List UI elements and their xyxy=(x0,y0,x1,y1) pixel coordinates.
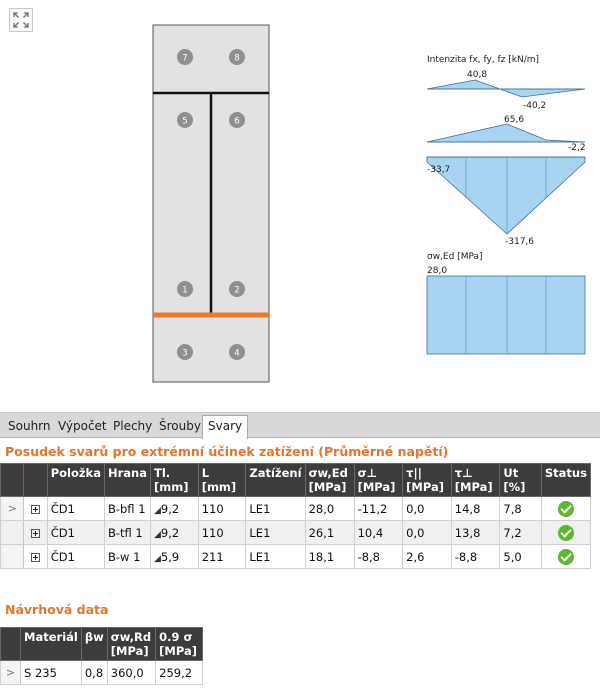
col-header-status[interactable]: Status xyxy=(541,464,590,497)
col-header-tl[interactable]: Tl. [mm] xyxy=(150,464,198,497)
cell-tl: ◢9,2 xyxy=(150,497,198,521)
stress-diagram xyxy=(427,276,585,354)
svg-text:3: 3 xyxy=(182,348,188,359)
tab-bar xyxy=(0,412,600,438)
svg-text:8: 8 xyxy=(234,53,240,64)
cell-sigma-perp: -8,8 xyxy=(354,545,403,569)
fy-diagram xyxy=(427,124,585,142)
cell-status xyxy=(541,497,590,521)
col-header-sigma-w[interactable]: σw,Ed [MPa] xyxy=(305,464,354,497)
col-header-ut[interactable]: Ut [%] xyxy=(500,464,541,497)
cell-tau-perp: 14,8 xyxy=(451,497,500,521)
design-data-table xyxy=(0,627,203,685)
tab-srouby[interactable]: Šrouby xyxy=(159,419,201,433)
cell-tau-perp: -8,8 xyxy=(451,545,500,569)
col-header-sigma-rd[interactable]: σw,Rd [MPa] xyxy=(107,628,155,661)
row-expand-button[interactable] xyxy=(24,497,47,521)
fy-max-label: 65,6 xyxy=(504,115,525,125)
cell-sigma-w: 28,0 xyxy=(305,497,354,521)
row-expand-button[interactable] xyxy=(24,545,47,569)
cell-polozka: ČD1 xyxy=(47,545,104,569)
col-selector-header xyxy=(1,628,21,661)
cell-zatizeni: LE1 xyxy=(246,497,305,521)
bolt[interactable] xyxy=(229,281,245,297)
cell-sigma-w: 26,1 xyxy=(305,521,354,545)
fx-max-label: 40,8 xyxy=(467,70,488,80)
table-row[interactable] xyxy=(1,661,203,685)
cell-tl: ◢9,2 xyxy=(150,521,198,545)
cell-sigma-w: 18,1 xyxy=(305,545,354,569)
bolt[interactable] xyxy=(229,49,245,65)
cell-sigma-09: 259,2 xyxy=(156,661,203,685)
check-ok-icon xyxy=(558,501,574,517)
tab-vypocet[interactable]: Výpočet xyxy=(58,419,107,433)
col-header-l[interactable]: L [mm] xyxy=(198,464,246,497)
row-selector-indicator[interactable]: > xyxy=(1,497,24,521)
cell-sigma-perp: 10,4 xyxy=(354,521,403,545)
col-header-zatizeni[interactable]: Zatížení xyxy=(246,464,305,497)
cell-status xyxy=(541,545,590,569)
fx-min-label: -40,2 xyxy=(523,101,547,111)
table-row[interactable] xyxy=(1,545,591,569)
weld-check-table xyxy=(0,463,591,569)
expand-plus-icon[interactable] xyxy=(31,505,40,514)
col-header-sigma-perp[interactable]: σ⊥ [MPa] xyxy=(354,464,403,497)
fz-min-label: -317,6 xyxy=(505,237,535,247)
row-selector[interactable] xyxy=(1,545,24,569)
col-selector-header xyxy=(1,464,24,497)
cell-l: 211 xyxy=(198,545,246,569)
bolt[interactable] xyxy=(177,344,193,360)
table-header-row xyxy=(1,628,203,661)
bolt[interactable] xyxy=(177,112,193,128)
design-data-title: Návrhová data xyxy=(5,602,109,617)
svg-text:6: 6 xyxy=(234,116,240,127)
cell-zatizeni: LE1 xyxy=(246,545,305,569)
fz-left-label: -33,7 xyxy=(427,165,451,175)
check-ok-icon xyxy=(558,549,574,565)
tab-svary[interactable]: Svary xyxy=(202,415,248,439)
cell-tau-perp: 13,8 xyxy=(451,521,500,545)
cell-beta: 0,8 xyxy=(81,661,107,685)
cell-polozka: ČD1 xyxy=(47,521,104,545)
cell-l: 110 xyxy=(198,521,246,545)
svg-text:2: 2 xyxy=(234,285,240,296)
cell-hrana: B-bfl 1 xyxy=(104,497,150,521)
stress-value-label: 28,0 xyxy=(427,266,448,276)
cell-hrana: B-tfl 1 xyxy=(104,521,150,545)
row-selector[interactable] xyxy=(1,521,24,545)
svg-text:5: 5 xyxy=(182,116,188,127)
table-header-row xyxy=(1,464,591,497)
cell-hrana: B-w 1 xyxy=(104,545,150,569)
bolt[interactable] xyxy=(229,344,245,360)
cell-material: S 235 xyxy=(21,661,82,685)
bolt[interactable] xyxy=(229,112,245,128)
tab-plechy[interactable]: Plechy xyxy=(113,419,153,433)
row-expand-button[interactable] xyxy=(24,521,47,545)
col-header-beta[interactable]: βw xyxy=(81,628,107,661)
fy-min-label: -2,2 xyxy=(568,143,586,153)
row-selector-indicator[interactable]: > xyxy=(1,661,21,685)
tab-souhrn[interactable]: Souhrn xyxy=(8,419,51,433)
cell-zatizeni: LE1 xyxy=(246,521,305,545)
weld-check-title: Posudek svarů pro extrémní účinek zatížení (Průměrné napětí) xyxy=(5,444,449,459)
cell-tau-par: 0,0 xyxy=(403,521,452,545)
col-expand-header xyxy=(24,464,47,497)
forces-label: Intenzita fx, fy, fz [kN/m] xyxy=(427,55,540,65)
cell-ut: 7,2 xyxy=(500,521,541,545)
cell-ut: 7,8 xyxy=(500,497,541,521)
cell-sigma-perp: -11,2 xyxy=(354,497,403,521)
cell-l: 110 xyxy=(198,497,246,521)
stress-label: σw,Ed [MPa] xyxy=(427,252,483,262)
svg-text:7: 7 xyxy=(182,53,188,64)
expand-plus-icon[interactable] xyxy=(31,529,40,538)
svg-text:1: 1 xyxy=(182,285,188,296)
bolt[interactable] xyxy=(177,49,193,65)
cell-sigma-rd: 360,0 xyxy=(107,661,155,685)
bolt[interactable] xyxy=(177,281,193,297)
cell-status xyxy=(541,521,590,545)
fillet-triangle-icon: ◢ xyxy=(153,553,161,564)
table-row[interactable] xyxy=(1,497,591,521)
col-header-material[interactable]: Materiál xyxy=(21,628,82,661)
fillet-triangle-icon: ◢ xyxy=(153,505,161,516)
fillet-triangle-icon: ◢ xyxy=(153,529,161,540)
expand-plus-icon[interactable] xyxy=(31,553,40,562)
col-header-sigma-09[interactable]: 0.9 σ [MPa] xyxy=(156,628,203,661)
col-header-hrana[interactable]: Hrana xyxy=(104,464,150,497)
fz-diagram xyxy=(427,157,585,234)
cell-tl: ◢5,9 xyxy=(150,545,198,569)
table-row[interactable] xyxy=(1,521,591,545)
svg-text:4: 4 xyxy=(234,348,240,359)
check-ok-icon xyxy=(558,525,574,541)
cell-tau-par: 2,6 xyxy=(403,545,452,569)
cell-ut: 5,0 xyxy=(500,545,541,569)
cell-tau-par: 0,0 xyxy=(403,497,452,521)
col-header-tau-par[interactable]: τ|| [MPa] xyxy=(403,464,452,497)
col-header-polozka[interactable]: Položka xyxy=(47,464,104,497)
col-header-tau-perp[interactable]: τ⊥ [MPa] xyxy=(451,464,500,497)
fx-diagram xyxy=(427,80,585,97)
cell-polozka: ČD1 xyxy=(47,497,104,521)
